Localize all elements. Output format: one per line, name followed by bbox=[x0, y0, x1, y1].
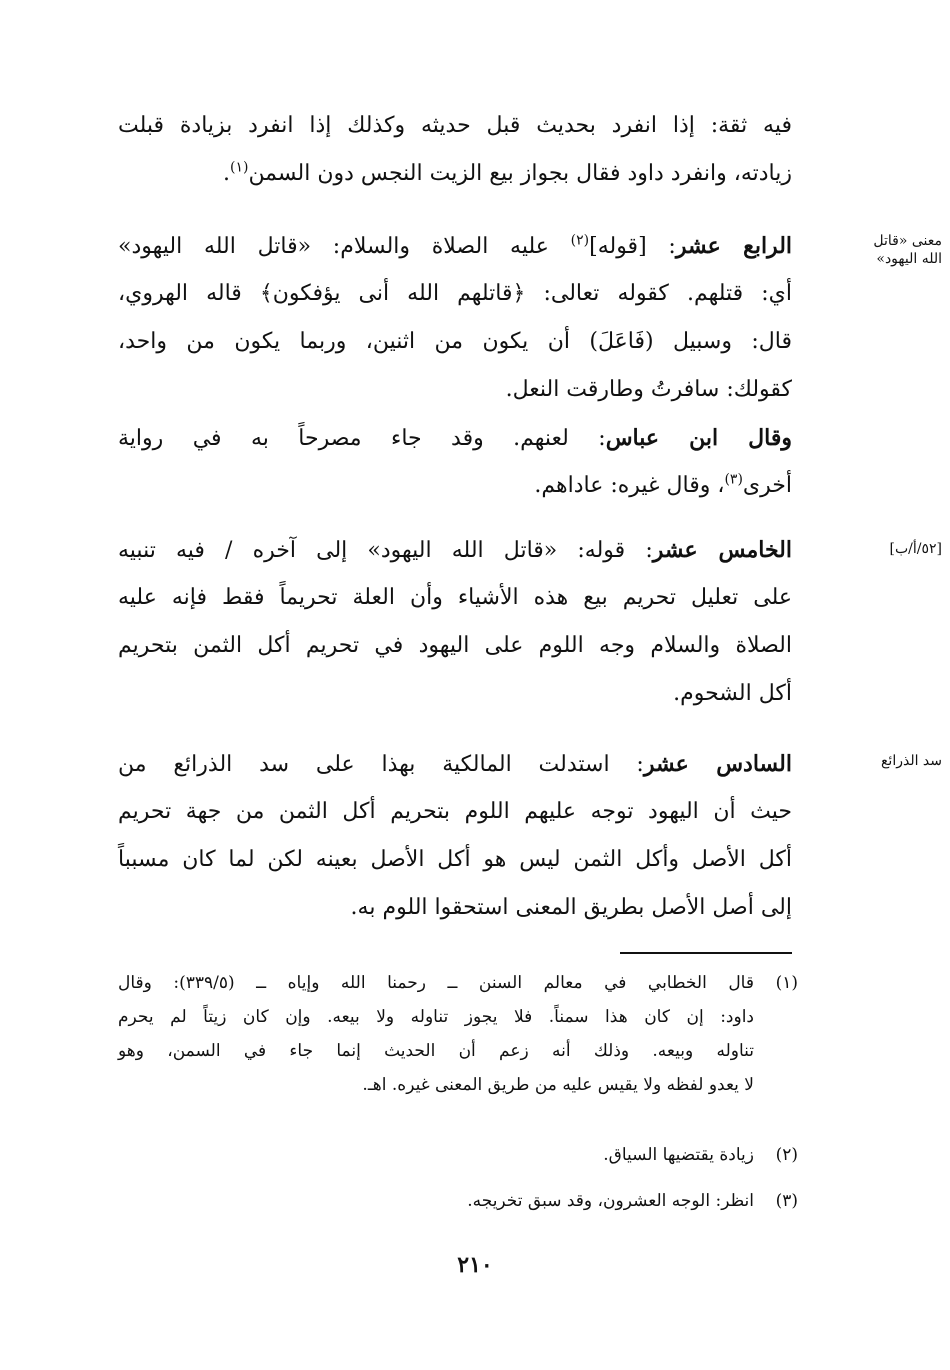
margin-note bbox=[802, 752, 942, 770]
paragraph bbox=[118, 740, 792, 932]
footnote-line bbox=[118, 1068, 798, 1102]
footnote-number: (٣) bbox=[775, 1191, 798, 1211]
footnote-line bbox=[118, 1000, 798, 1034]
text-line bbox=[118, 836, 792, 884]
footnote-line bbox=[118, 1138, 798, 1172]
margin-note-line: معنى «قاتل bbox=[873, 233, 942, 249]
margin-note-line: سد الذرائع bbox=[880, 753, 942, 769]
text-run: . bbox=[222, 161, 230, 186]
paragraph bbox=[118, 414, 792, 510]
margin-note bbox=[802, 540, 942, 558]
text-line bbox=[118, 270, 792, 318]
text-line bbox=[118, 222, 792, 270]
text-run: زيادته، وانفرد داود فقال بجواز بيع الزيت النجس دون السمن bbox=[248, 161, 792, 186]
paragraph bbox=[118, 526, 792, 718]
text-run: : لعنهم. وقد جاء مصرحاً به في رواية bbox=[118, 426, 606, 451]
footnote bbox=[118, 1138, 798, 1172]
footnote-number: (١) bbox=[775, 973, 798, 993]
margin-note-line: الله اليهود» bbox=[876, 251, 942, 267]
text-line bbox=[118, 366, 792, 414]
text-run: أي: قتلهم. كقوله تعالى: ﴿قاتلهم الله أنى يؤفكون﴾ قاله الهروي، bbox=[118, 281, 792, 306]
footnote-text: داود: إن كان هذا سمناً. فلا يجوز تناوله ولا بيعه. وإن كان زيتاً لم يحرم bbox=[118, 1007, 754, 1027]
section-heading: وقال ابن عباس bbox=[605, 425, 792, 451]
text-line bbox=[118, 526, 792, 574]
margin-note bbox=[802, 232, 942, 268]
footnote-text: قال الخطابي في معالم السنن ــ رحمنا الله وإياه ــ (٣٣٩/٥): وقال bbox=[118, 973, 754, 993]
footnote-ref: (١) bbox=[229, 159, 249, 176]
section-heading: الرابع عشر bbox=[675, 233, 793, 259]
footnote-separator bbox=[620, 952, 792, 954]
footnote-line bbox=[118, 966, 798, 1000]
footnote-text: لا يعدو لفظه ولا يقيس عليه من طريق المعنى غيره. اهـ. bbox=[362, 1075, 754, 1095]
footnote-text: انظر: الوجه العشرون، وقد سبق تخريجه. bbox=[467, 1191, 754, 1211]
text-line bbox=[118, 150, 792, 198]
text-line bbox=[118, 318, 792, 366]
text-run: ، وقال غيره: عاداهم. bbox=[534, 473, 725, 498]
text-run: أخرى bbox=[742, 473, 792, 498]
text-line bbox=[118, 574, 792, 622]
text-line bbox=[118, 788, 792, 836]
text-line bbox=[118, 884, 792, 932]
paragraph bbox=[118, 102, 792, 198]
text-run: على تعليل تحريم بيع هذه الأشياء وأن العلة تحريماً فقط فإنه عليه bbox=[118, 585, 792, 610]
text-line bbox=[118, 414, 792, 462]
text-line bbox=[118, 670, 792, 718]
section-heading: الخامس عشر bbox=[652, 537, 792, 563]
footnote bbox=[118, 1184, 798, 1218]
margin-note-line: [٥٢/أ/ب] bbox=[889, 541, 942, 557]
text-run: : [قوله] bbox=[589, 234, 676, 259]
text-line bbox=[118, 102, 792, 150]
text-run: أكل الأصل وأكل الثمن ليس هو أكل الأصل بعينه لكن لما كان مسبباً bbox=[118, 847, 792, 872]
section-heading: السادس عشر bbox=[643, 751, 792, 777]
text-run: قال: وسبيل (فَاعَلَ) أن يكون من اثنين، وربما يكون من واحد، bbox=[118, 329, 792, 354]
footnote-ref: (٣) bbox=[724, 471, 743, 488]
footnote-number: (٢) bbox=[775, 1145, 798, 1165]
text-run: أكل الشحوم. bbox=[673, 681, 792, 706]
text-run: : استدلت المالكية بهذا على سد الذرائع من bbox=[118, 752, 644, 777]
text-line bbox=[118, 462, 792, 510]
text-run: فيه ثقة: إذا انفرد بحديث قبل حديثه وكذلك إذا انفرد بزيادة قبلت bbox=[118, 113, 792, 138]
footnote-text: زيادة يقتضيها السياق. bbox=[603, 1145, 754, 1165]
footnote-line bbox=[118, 1184, 798, 1218]
text-line bbox=[118, 740, 792, 788]
text-run: كقولك: سافرتُ وطارقت النعل. bbox=[505, 377, 792, 402]
paragraph bbox=[118, 222, 792, 414]
text-run: حيث أن اليهود توجه عليهم اللوم بتحريم أكل الثمن من جهة تحريم bbox=[118, 799, 792, 824]
text-run: عليه الصلاة والسلام: «قاتل الله اليهود» bbox=[118, 234, 571, 259]
text-run: إلى أصل الأصل بطريق المعنى استحقوا اللوم به. bbox=[350, 895, 792, 920]
footnote-ref: (٢) bbox=[570, 232, 590, 249]
text-line bbox=[118, 622, 792, 670]
footnote-text: تناوله وبيعه. وذلك أنه زعم أن الحديث إنما جاء في السمن، وهو bbox=[118, 1041, 754, 1061]
text-run: الصلاة والسلام وجه اللوم على اليهود في تحريم أكل الثمن بتحريم bbox=[118, 633, 792, 658]
page-number: ٢١٠ bbox=[457, 1252, 493, 1278]
footnote bbox=[118, 966, 798, 1102]
text-run: : قوله: «قاتل الله اليهود» إلى آخره / فيه تنبيه bbox=[118, 538, 653, 563]
footnote-line bbox=[118, 1034, 798, 1068]
